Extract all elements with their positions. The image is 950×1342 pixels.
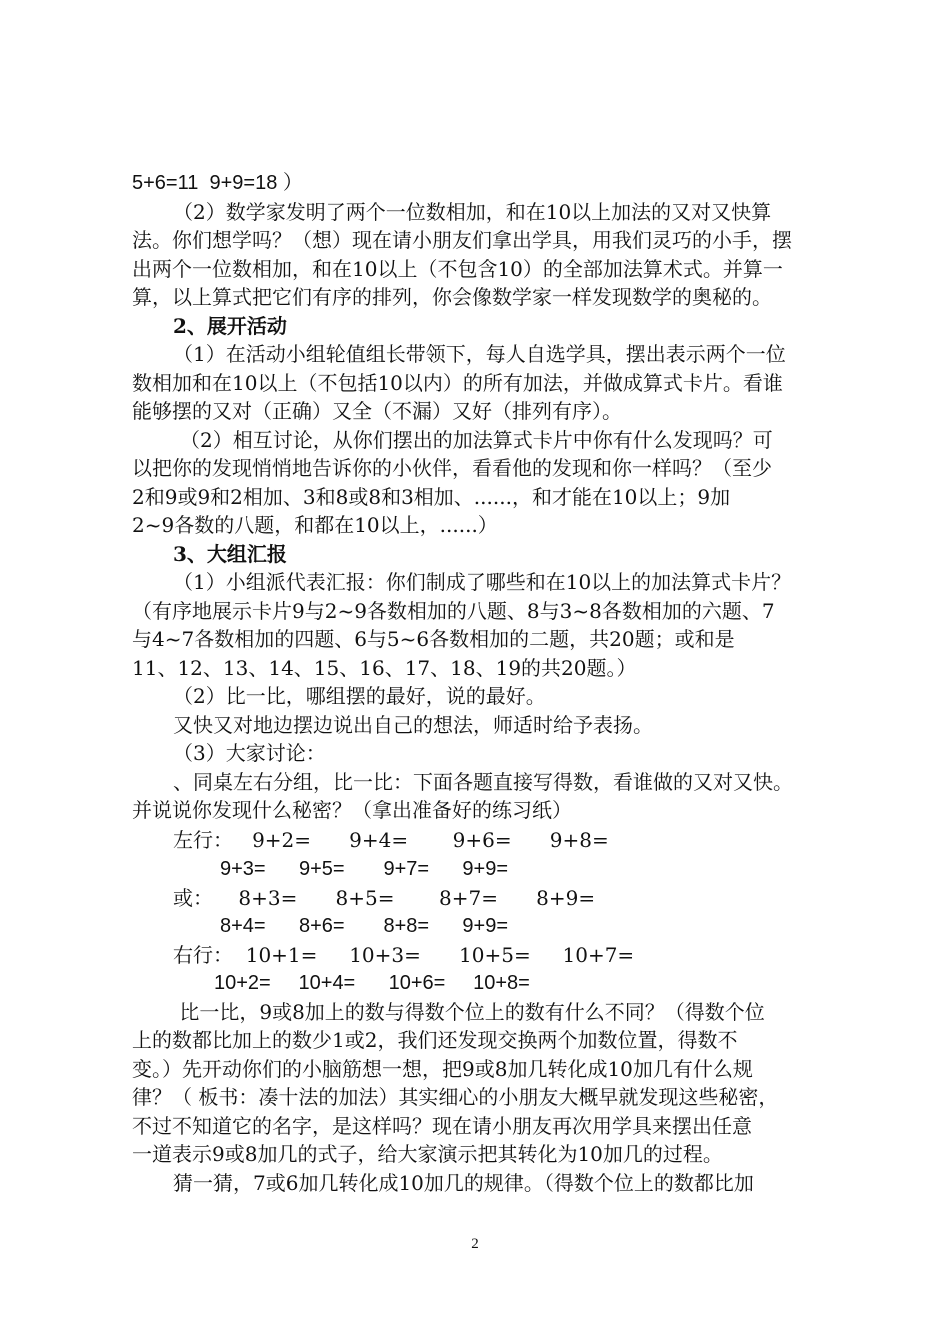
text-line: （2）相互讨论，从你们摆出的加法算式卡片中你有什么发现吗？可 [180,428,773,452]
exercise-line: 或： 8+3= 8+5= 8+7= 8+9= [173,886,596,910]
section-heading: 3、大组汇报 [173,542,287,566]
text-line: 又快又对地边摆边说出自己的想法，师适时给予表扬。 [173,713,653,737]
exercise-line: 右行： 10+1= 10+3= 10+5= 10+7= [173,943,635,967]
text-line: 、同桌左右分组，比一比：下面各题直接写得数，看谁做的又对又快。 [173,770,793,794]
text-line: 猜一猜，7或6加几转化成10加几的规律。（得数个位上的数都比加 [173,1171,754,1195]
exercise-line: 9+3= 9+5= 9+7= 9+9= [220,858,508,880]
section-heading: 2、展开活动 [173,314,287,338]
text-line: 数相加和在10以上（不包括10以内）的所有加法，并做成算式卡片。看谁 [132,371,783,395]
text-line: 并说说你发现什么秘密？（拿出准备好的练习纸） [132,798,572,822]
text-line: （1）在活动小组轮值组长带领下，每人自选学具，摆出表示两个一位 [173,342,786,366]
exercise-line: 左行： 9+2= 9+4= 9+6= 9+8= [173,828,609,852]
text-line: 以把你的发现悄悄地告诉你的小伙伴，看看他的发现和你一样吗？（至少 [132,456,772,480]
text-line: 与4~7各数相加的四题、6与5~6各数相加的二题，共20题；或和是 [132,627,735,651]
text-line: 一道表示9或8加几的式子，给大家演示把其转化为10加几的过程。 [132,1142,723,1166]
text-line: （有序地展示卡片9与2~9各数相加的八题、8与3~8各数相加的六题、7 [132,599,775,623]
text-line: 能够摆的又对（正确）又全（不漏）又好（排列有序）。 [132,399,622,423]
text-line: 变。）先开动你们的小脑筋想一想，把9或8加几转化成10加几有什么规 [132,1057,753,1081]
text-line: 比一比，9或8加上的数与得数个位上的数有什么不同？（得数个位 [173,1000,765,1024]
exercise-line: 8+4= 8+6= 8+8= 9+9= [220,915,508,937]
text-line: （3）大家讨论： [173,741,326,765]
text-line: 2~9各数的八题，和都在10以上，......） [132,513,498,537]
text-line: （1）小组派代表汇报：你们制成了哪些和在10以上的加法算式卡片？ [173,570,792,594]
text-line: 11、12、13、14、15、16、17、18、19的共20题。） [132,656,637,680]
text-line: 5+6=11 9+9=18 ） [132,172,303,194]
text-line: （2）比一比，哪组摆的最好，说的最好。 [173,684,546,708]
exercise-line: 10+2= 10+4= 10+6= 10+8= [214,972,530,994]
text-line: 2和9或9和2相加、3和8或8和3相加、......，和才能在10以上；9加 [132,485,731,509]
text-line: 上的数都比加上的数少1或2，我们还发现交换两个加数位置，得数不 [132,1028,738,1052]
text-line: 不过不知道它的名字，是这样吗？现在请小朋友再次用学具来摆出任意 [132,1114,752,1138]
page-number: 2 [471,1236,479,1252]
text-line: 出两个一位数相加，和在10以上（不包含10）的全部加法算术式。并算一 [132,257,783,281]
text-line: 法。你们想学吗？（想）现在请小朋友们拿出学具，用我们灵巧的小手，摆 [132,228,792,252]
text-line: （2）数学家发明了两个一位数相加，和在10以上加法的又对又快算 [173,200,772,224]
text-line: 算，以上算式把它们有序的排列，你会像数学家一样发现数学的奥秘的。 [132,285,772,309]
text-line: 律？（ 板书：凑十法的加法）其实细心的小朋友大概早就发现这些秘密， [132,1085,779,1109]
